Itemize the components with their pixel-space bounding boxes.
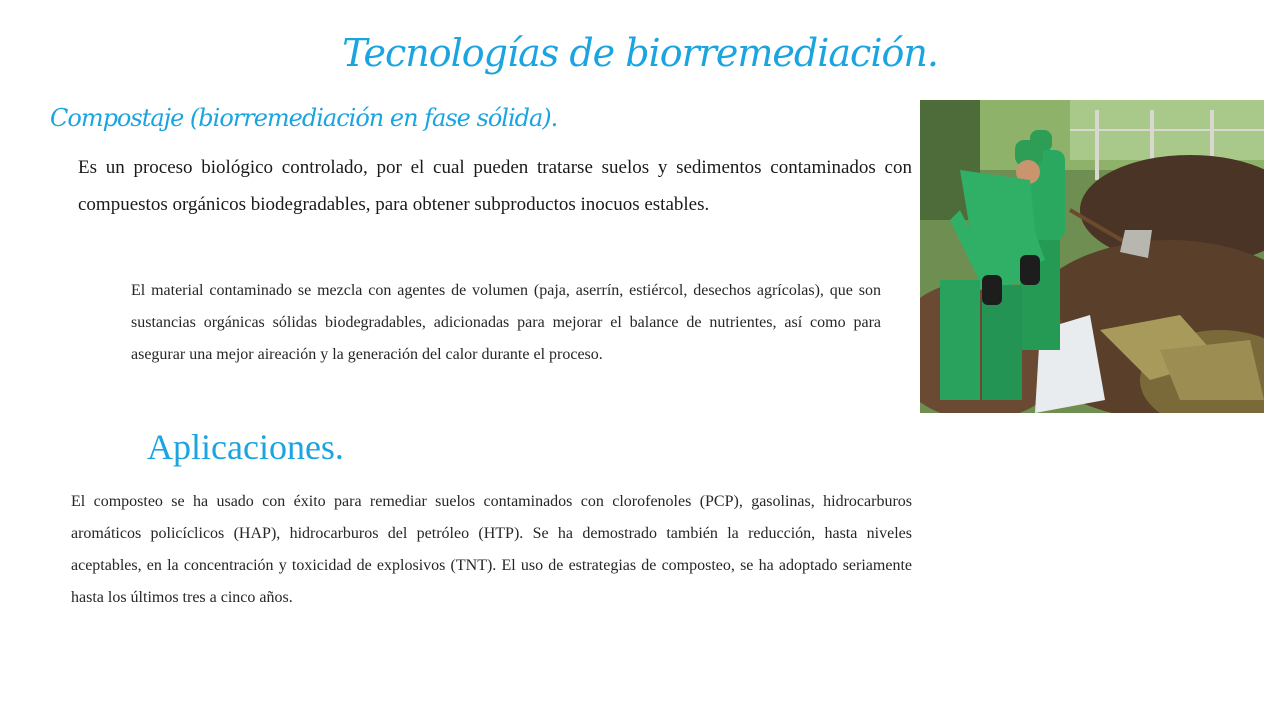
- applications-heading: Aplicaciones.: [147, 427, 344, 467]
- section-subtitle: Compostaje (biorremediación en fase sólida).: [50, 104, 558, 132]
- applications-paragraph: El composteo se ha usado con éxito para remediar suelos contaminados con clorofenoles (PCP), gasolinas, hidrocarburos aromáticos policíclicos (HAP), hidrocarburos del petróleo (HTP). Se ha demostrado también la reducción, hasta niveles aceptables, en la concentración y toxicidad de explosivos (TNT). El uso de estrategias de composteo, se ha adoptado seriamente hasta los últimos tres a cinco años.: [71, 493, 912, 606]
- slide-title: Tecnologías de biorremediación.: [342, 31, 938, 75]
- detail-paragraph: El material contaminado se mezcla con agentes de volumen (paja, aserrín, estiércol, desechos agrícolas), que son sustancias orgánicas sólidas biodegradables, adicionadas para mejorar el balance de nutrientes, así como para asegurar una mejor aireación y la generación del calor durante el proceso.: [131, 282, 881, 363]
- composting-workers-photo: [920, 100, 1264, 413]
- main-paragraph: Es un proceso biológico controlado, por el cual pueden tratarse suelos y sedimentos contaminados con compuestos orgánicos biodegradables, para obtener subproductos inocuos estables.: [78, 157, 912, 215]
